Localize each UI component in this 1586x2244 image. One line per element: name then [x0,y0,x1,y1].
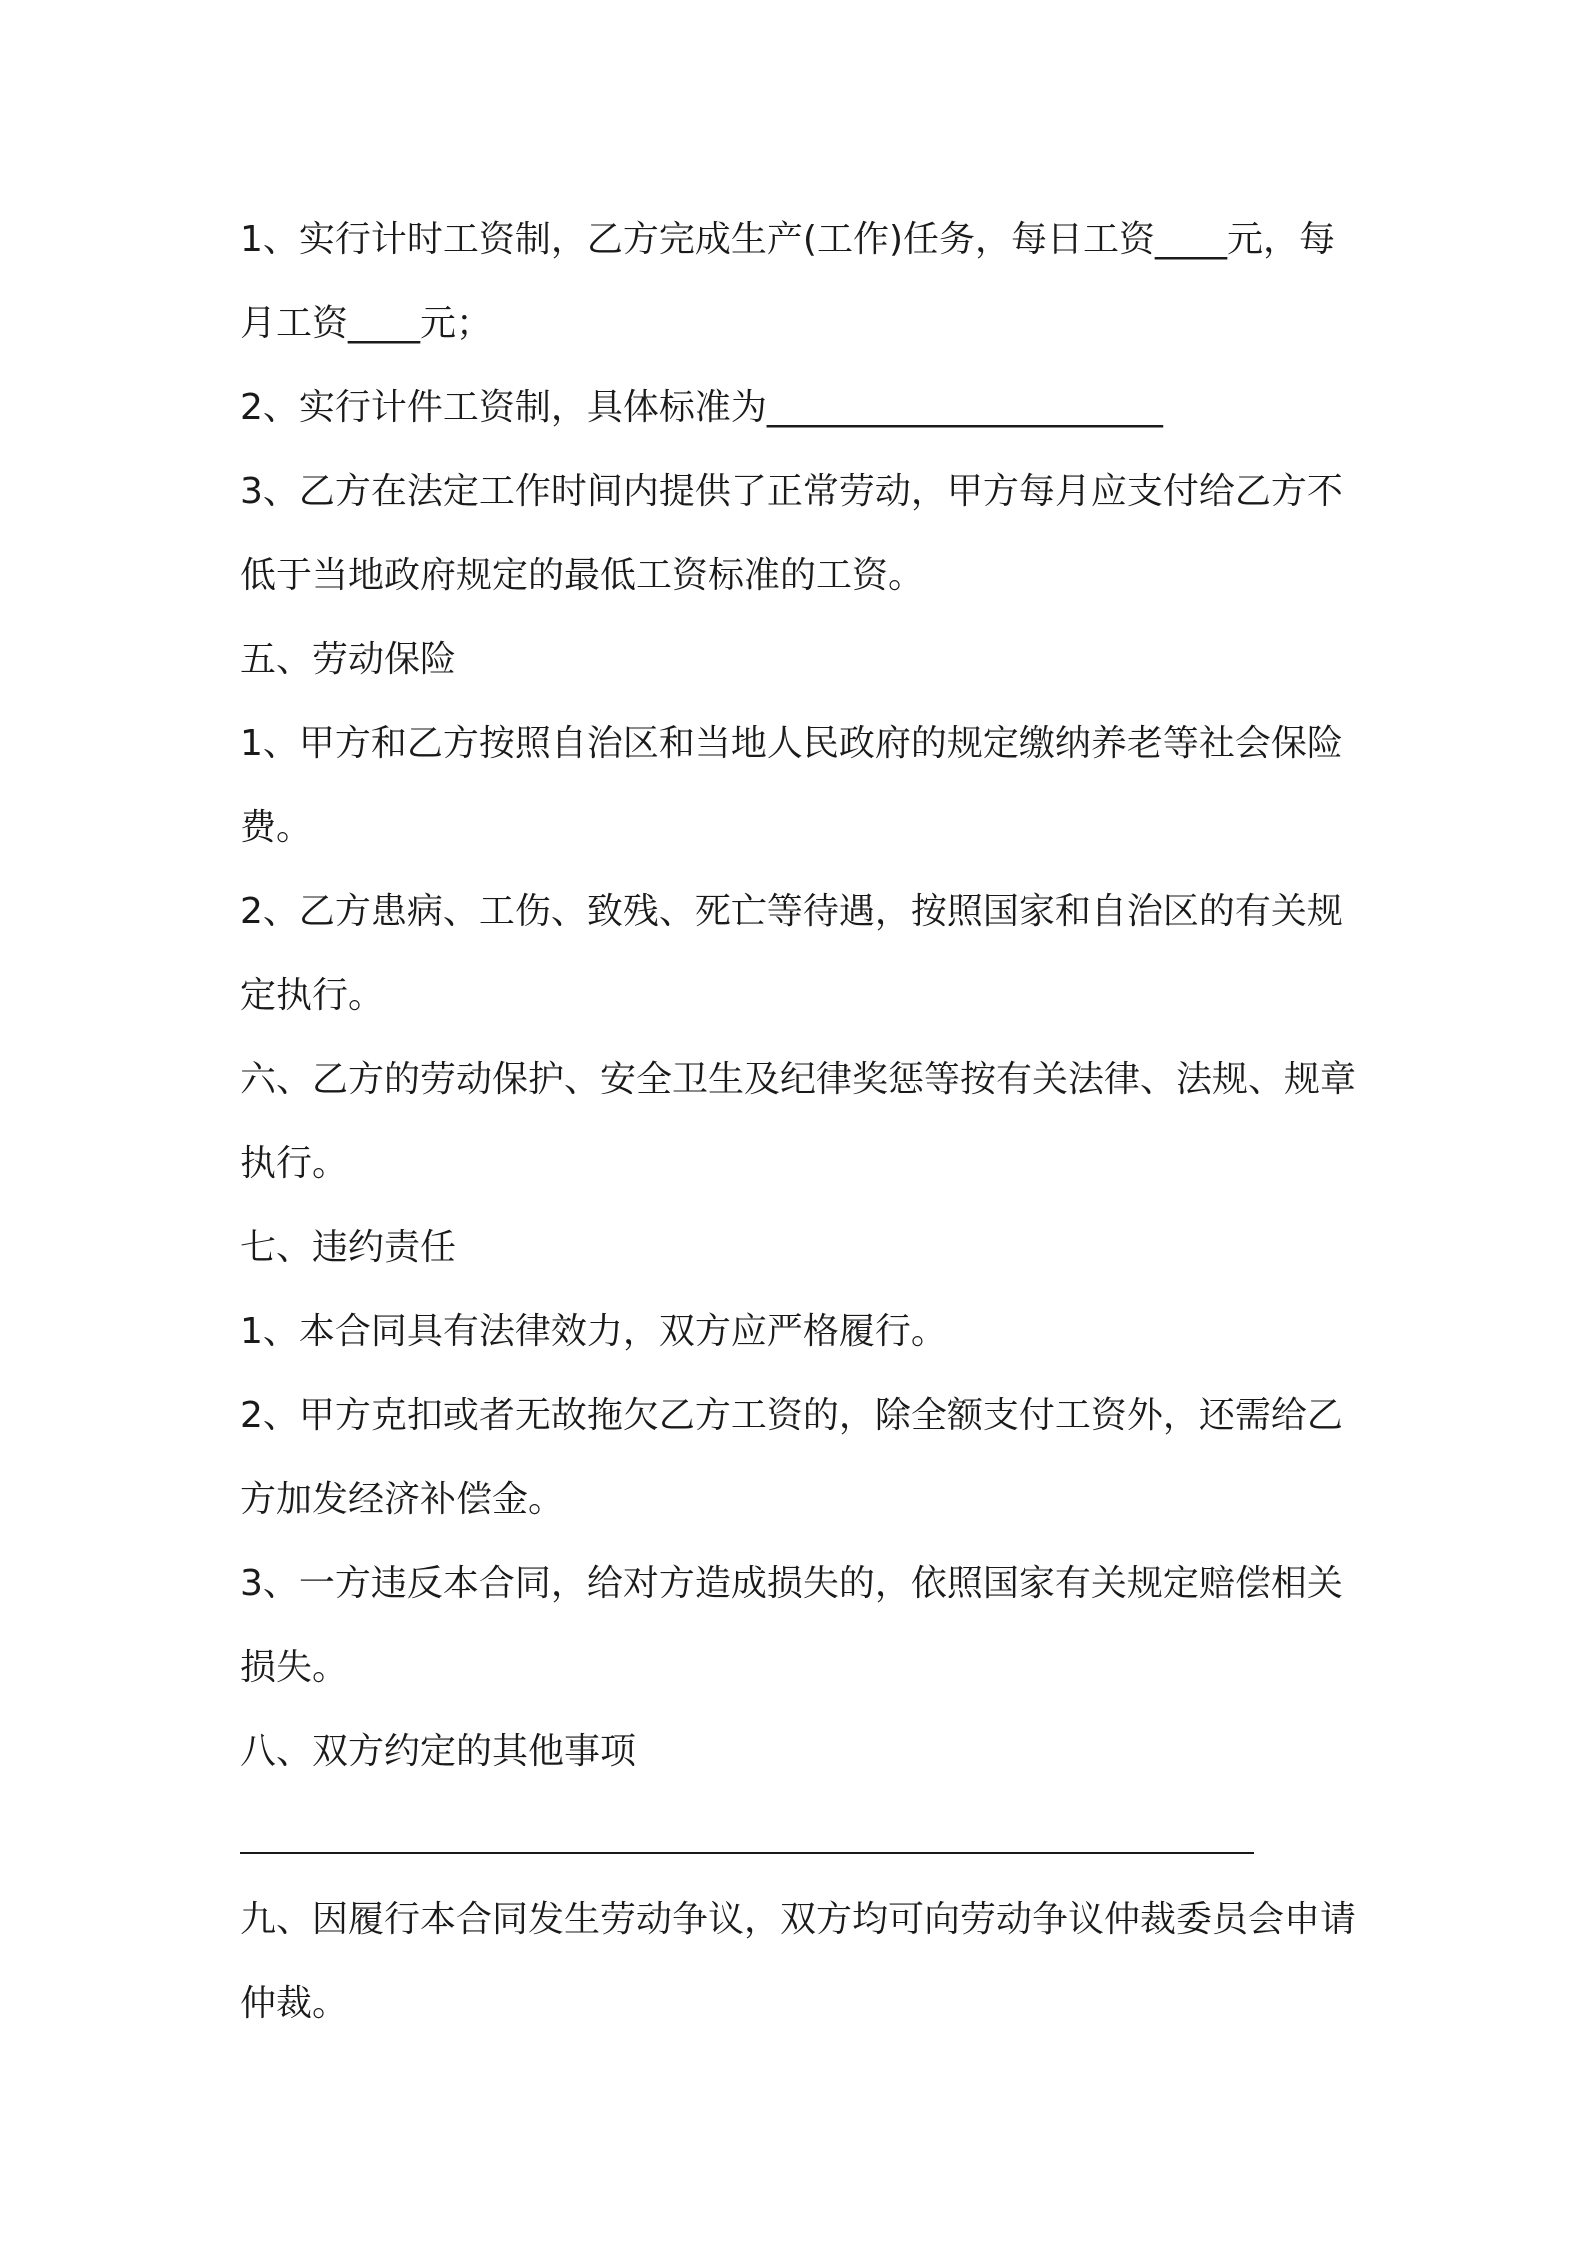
section-heading-insurance: 五、劳动保险 [240,639,457,680]
clause-piece-wage: 2、实行计件工资制，具体标准为______________________ [240,387,1163,428]
clause-timed-wage: 1、实行计时工资制，乙方完成生产(工作)任务，每日工资____元，每月工资____元； [240,219,1335,344]
section-labor-protection: 六、乙方的劳动保护、安全卫生及纪律奖惩等按有关法律、法规、规章执行。 [240,1059,1357,1184]
clause-social-insurance: 1、甲方和乙方按照自治区和当地人民政府的规定缴纳养老等社会保险费。 [240,723,1343,848]
clause-wage-arrears: 2、甲方克扣或者无故拖欠乙方工资的，除全额支付工资外，还需给乙方加发经济补偿金。 [240,1395,1343,1520]
section-heading-other-matters: 八、双方约定的其他事项 [240,1731,637,1772]
clause-minimum-wage: 3、乙方在法定工作时间内提供了正常劳动，甲方每月应支付给乙方不低于当地政府规定的最低工资标准的工资。 [240,471,1343,596]
clause-legal-effect: 1、本合同具有法律效力，双方应严格履行。 [240,1311,947,1352]
clause-injury-treatment: 2、乙方患病、工伤、致残、死亡等待遇，按照国家和自治区的有关规定执行。 [240,891,1343,1016]
document-body [240,198,1360,2046]
section-dispute-arbitration: 九、因履行本合同发生劳动争议，双方均可向劳动争议仲裁委员会申请仲裁。 [240,1899,1357,2024]
blank-fill-line [240,1794,1360,1878]
section-heading-liability: 七、违约责任 [240,1227,457,1268]
clause-breach-compensation: 3、一方违反本合同，给对方造成损失的，依照国家有关规定赔偿相关损失。 [240,1563,1343,1688]
